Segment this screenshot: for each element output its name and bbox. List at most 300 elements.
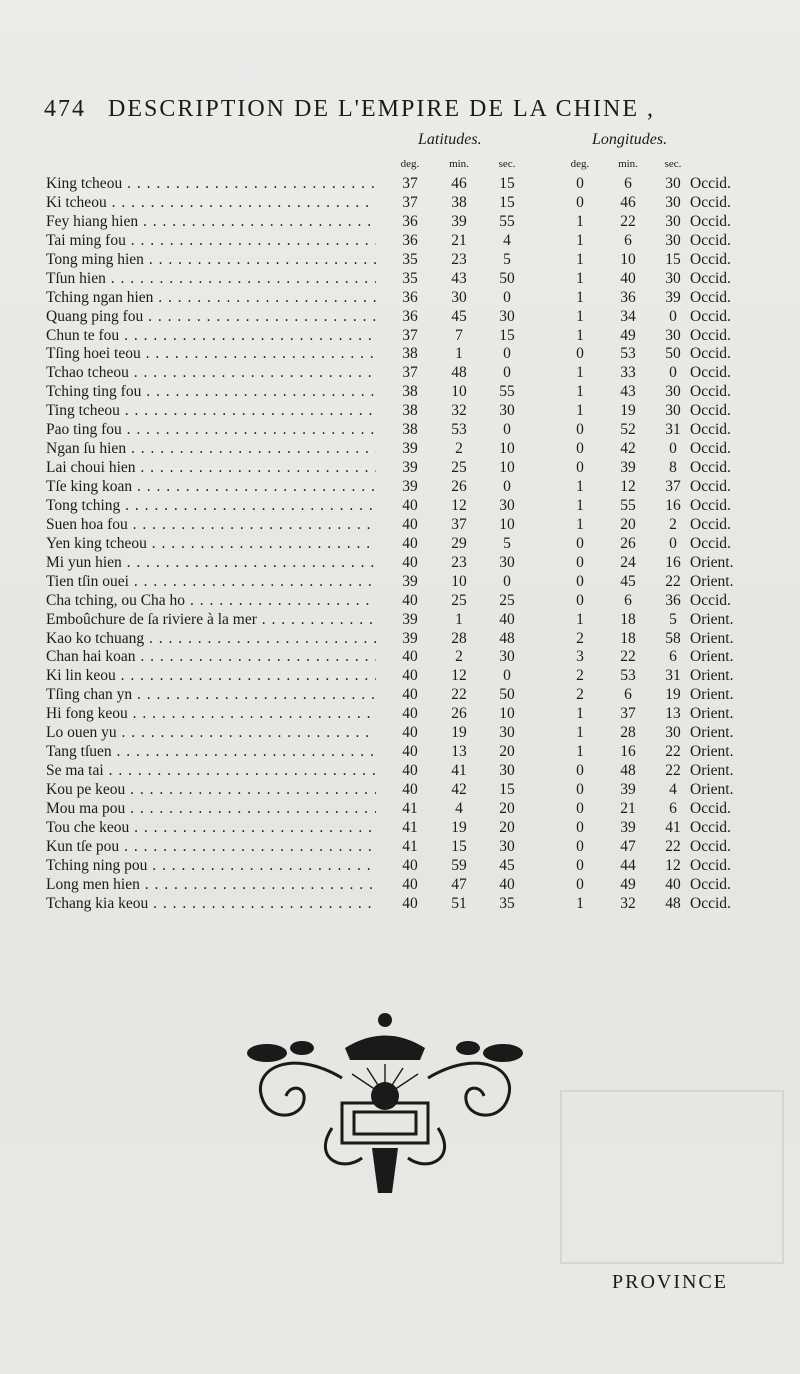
lat-sec: 15 bbox=[499, 193, 515, 211]
table-row bbox=[0, 364, 800, 383]
direction: Orient. bbox=[690, 629, 734, 647]
direction: Orient. bbox=[690, 686, 734, 704]
place-name: Tang tſuen . . . bbox=[46, 743, 376, 762]
lat-sec: 45 bbox=[499, 856, 515, 874]
table-row bbox=[0, 251, 800, 270]
lon-sec: 36 bbox=[665, 591, 681, 609]
lon-deg-header: deg. bbox=[570, 158, 590, 170]
lon-sec: 30 bbox=[665, 193, 681, 211]
lat-sec: 10 bbox=[499, 440, 515, 458]
lon-sec: 12 bbox=[665, 856, 681, 874]
table-row bbox=[0, 194, 800, 213]
table-row bbox=[0, 611, 800, 630]
lon-sec: 5 bbox=[669, 610, 677, 628]
lat-min: 41 bbox=[451, 762, 467, 780]
lon-min: 26 bbox=[620, 534, 636, 552]
direction: Orient. bbox=[690, 743, 734, 761]
table-row bbox=[0, 327, 800, 346]
table-row bbox=[0, 838, 800, 857]
direction: Occid. bbox=[690, 591, 731, 609]
lat-sec: 0 bbox=[503, 288, 511, 306]
place-name: Mou ma pou . . . bbox=[46, 800, 376, 819]
table-row bbox=[0, 308, 800, 327]
direction: Orient. bbox=[690, 705, 734, 723]
lat-sec: 15 bbox=[499, 175, 515, 192]
lon-deg: 1 bbox=[576, 724, 584, 742]
lat-sec: 10 bbox=[499, 515, 515, 533]
lat-min: 43 bbox=[451, 269, 467, 287]
lat-sec: 30 bbox=[499, 762, 515, 780]
place-name: Tien tſin ouei . . . bbox=[46, 573, 376, 592]
lon-min: 40 bbox=[620, 269, 636, 287]
lat-min: 23 bbox=[451, 553, 467, 571]
lon-deg: 0 bbox=[576, 837, 584, 855]
lat-sec: 50 bbox=[499, 269, 515, 287]
place-name: Emboûchure de ſa riviere à la mer . . . bbox=[46, 611, 376, 630]
table-row bbox=[0, 573, 800, 592]
lat-sec: 15 bbox=[499, 326, 515, 344]
lon-sec: 30 bbox=[665, 212, 681, 230]
lat-deg: 40 bbox=[402, 894, 418, 912]
lat-deg: 38 bbox=[402, 421, 418, 439]
lat-deg: 37 bbox=[402, 364, 418, 382]
lat-min: 22 bbox=[451, 686, 467, 704]
lon-sec: 0 bbox=[669, 534, 677, 552]
latitudes-heading: Latitudes. bbox=[418, 131, 482, 148]
table-row bbox=[0, 895, 800, 914]
lat-deg: 40 bbox=[402, 781, 418, 798]
direction: Occid. bbox=[690, 837, 731, 855]
direction: Occid. bbox=[690, 231, 731, 249]
lon-sec: 30 bbox=[665, 724, 681, 742]
place-name: Kou pe keou . . . bbox=[46, 781, 376, 800]
lat-deg: 39 bbox=[402, 629, 418, 647]
place-name: Cha tching, ou Cha ho . . . bbox=[46, 592, 376, 611]
table-row bbox=[0, 705, 800, 724]
lat-sec: 30 bbox=[499, 307, 515, 325]
table-row bbox=[0, 592, 800, 611]
lon-sec: 0 bbox=[669, 364, 677, 382]
table-row bbox=[0, 819, 800, 838]
lon-min: 22 bbox=[620, 212, 636, 230]
lat-sec: 40 bbox=[499, 875, 515, 893]
table-row bbox=[0, 289, 800, 308]
place-name: Fey hiang hien . . . bbox=[46, 213, 376, 232]
lon-min: 6 bbox=[624, 231, 632, 249]
table-row bbox=[0, 345, 800, 364]
lat-min: 25 bbox=[451, 459, 467, 477]
lon-sec: 19 bbox=[665, 686, 681, 704]
place-name: Tong tching . . . bbox=[46, 497, 376, 516]
lon-min: 18 bbox=[620, 610, 636, 628]
lon-deg: 0 bbox=[576, 534, 584, 552]
lon-min: 19 bbox=[620, 402, 636, 420]
place-name: Yen king tcheou . . . bbox=[46, 535, 376, 554]
lon-min: 6 bbox=[624, 591, 632, 609]
place-name: Tſun hien . . . bbox=[46, 270, 376, 289]
lon-deg: 2 bbox=[576, 629, 584, 647]
direction: Occid. bbox=[690, 421, 731, 439]
lat-sec: 30 bbox=[499, 648, 515, 666]
lon-min: 22 bbox=[620, 648, 636, 666]
place-name: Quang ping fou . . . bbox=[46, 308, 376, 327]
catchword: PROVINCE bbox=[612, 1271, 729, 1293]
lat-deg: 39 bbox=[402, 478, 418, 495]
lat-min: 25 bbox=[451, 591, 467, 609]
lat-deg: 40 bbox=[402, 648, 418, 666]
lat-deg: 38 bbox=[402, 402, 418, 420]
lon-deg: 1 bbox=[576, 326, 584, 344]
lat-min: 37 bbox=[451, 515, 467, 533]
lon-sec: 0 bbox=[669, 440, 677, 458]
place-name: Mi yun hien . . . bbox=[46, 554, 376, 573]
table-row bbox=[0, 876, 800, 895]
running-header bbox=[44, 96, 784, 123]
lat-deg: 40 bbox=[402, 667, 418, 685]
direction: Orient. bbox=[690, 724, 734, 742]
lat-min: 26 bbox=[451, 478, 467, 495]
lat-min: 12 bbox=[451, 496, 467, 514]
lat-deg: 39 bbox=[402, 459, 418, 477]
lat-sec: 55 bbox=[499, 383, 515, 401]
lon-deg: 1 bbox=[576, 402, 584, 420]
lon-deg: 1 bbox=[576, 515, 584, 533]
lat-sec: 0 bbox=[503, 667, 511, 685]
lat-min: 13 bbox=[451, 743, 467, 761]
lat-sec: 20 bbox=[499, 818, 515, 836]
lon-sec-header: sec. bbox=[664, 158, 682, 170]
table-row bbox=[0, 270, 800, 289]
lon-sec: 30 bbox=[665, 231, 681, 249]
place-name: Tching ngan hien . . . bbox=[46, 289, 376, 308]
table-row bbox=[0, 686, 800, 705]
lat-deg: 36 bbox=[402, 231, 418, 249]
lat-min: 15 bbox=[451, 837, 467, 855]
lon-min: 36 bbox=[620, 288, 636, 306]
lat-sec: 5 bbox=[503, 250, 511, 268]
lon-sec: 37 bbox=[665, 478, 681, 495]
lat-min: 7 bbox=[455, 326, 463, 344]
table-row bbox=[0, 762, 800, 781]
lat-deg: 40 bbox=[402, 553, 418, 571]
lon-min: 48 bbox=[620, 762, 636, 780]
table-row bbox=[0, 175, 800, 194]
place-name: Lo ouen yu . . . bbox=[46, 724, 376, 743]
lon-deg: 0 bbox=[576, 440, 584, 458]
place-name: Tſe king koan . . . bbox=[46, 478, 376, 497]
lon-deg: 0 bbox=[576, 175, 584, 192]
show-through-ghost bbox=[560, 1090, 784, 1264]
page-title: DESCRIPTION DE L'EMPIRE DE LA CHINE , bbox=[108, 96, 655, 122]
lon-sec: 0 bbox=[669, 307, 677, 325]
lat-sec: 0 bbox=[503, 345, 511, 363]
table-row bbox=[0, 232, 800, 251]
lat-sec: 20 bbox=[499, 799, 515, 817]
direction: Occid. bbox=[690, 288, 731, 306]
place-name: Tſing chan yn . . . bbox=[46, 686, 376, 705]
lon-min: 6 bbox=[624, 686, 632, 704]
lon-min: 16 bbox=[620, 743, 636, 761]
lat-min: 19 bbox=[451, 818, 467, 836]
table-row bbox=[0, 667, 800, 686]
lon-deg: 1 bbox=[576, 743, 584, 761]
lat-deg: 41 bbox=[402, 837, 418, 855]
lat-deg: 39 bbox=[402, 440, 418, 458]
lon-min: 39 bbox=[620, 818, 636, 836]
lat-deg: 40 bbox=[402, 705, 418, 723]
lat-deg: 40 bbox=[402, 515, 418, 533]
lon-sec: 6 bbox=[669, 648, 677, 666]
direction: Occid. bbox=[690, 440, 731, 458]
lon-sec: 6 bbox=[669, 799, 677, 817]
table-row bbox=[0, 648, 800, 667]
direction: Occid. bbox=[690, 496, 731, 514]
lon-min: 49 bbox=[620, 875, 636, 893]
direction: Occid. bbox=[690, 383, 731, 401]
lon-sec: 31 bbox=[665, 667, 681, 685]
lat-sec: 55 bbox=[499, 212, 515, 230]
lon-min: 21 bbox=[620, 799, 636, 817]
place-name: Tong ming hien . . . bbox=[46, 251, 376, 270]
table-row bbox=[0, 630, 800, 649]
direction: Occid. bbox=[690, 894, 731, 912]
lon-min: 44 bbox=[620, 856, 636, 874]
lon-sec: 16 bbox=[665, 496, 681, 514]
lon-min: 6 bbox=[624, 175, 632, 192]
lon-min: 12 bbox=[620, 478, 636, 495]
lat-min-header: min. bbox=[449, 158, 469, 170]
lon-sec: 30 bbox=[665, 175, 681, 192]
lon-min: 42 bbox=[620, 440, 636, 458]
lat-min: 38 bbox=[451, 193, 467, 211]
lat-deg: 40 bbox=[402, 591, 418, 609]
direction: Occid. bbox=[690, 269, 731, 287]
place-name: Tchang kia keou . . . bbox=[46, 895, 376, 914]
lon-sec: 2 bbox=[669, 515, 677, 533]
lon-min: 33 bbox=[620, 364, 636, 382]
lat-deg: 36 bbox=[402, 212, 418, 230]
lon-sec: 22 bbox=[665, 572, 681, 590]
direction: Occid. bbox=[690, 212, 731, 230]
direction: Occid. bbox=[690, 175, 731, 192]
lat-sec: 30 bbox=[499, 724, 515, 742]
lat-deg: 40 bbox=[402, 743, 418, 761]
lon-sec: 30 bbox=[665, 402, 681, 420]
lon-deg: 0 bbox=[576, 856, 584, 874]
place-name: King tcheou . . . bbox=[46, 175, 376, 194]
direction: Orient. bbox=[690, 781, 734, 798]
lon-sec: 41 bbox=[665, 818, 681, 836]
lon-min: 28 bbox=[620, 724, 636, 742]
lon-deg: 1 bbox=[576, 610, 584, 628]
lat-deg: 36 bbox=[402, 288, 418, 306]
lon-sec: 16 bbox=[665, 553, 681, 571]
lat-sec: 10 bbox=[499, 459, 515, 477]
direction: Occid. bbox=[690, 250, 731, 268]
lat-deg: 41 bbox=[402, 818, 418, 836]
lat-deg: 40 bbox=[402, 875, 418, 893]
place-name: Se ma tai . . . bbox=[46, 762, 376, 781]
direction: Occid. bbox=[690, 345, 731, 363]
direction: Occid. bbox=[690, 799, 731, 817]
lon-deg: 0 bbox=[576, 553, 584, 571]
lat-min: 42 bbox=[451, 781, 467, 798]
lat-sec: 0 bbox=[503, 364, 511, 382]
lat-min: 10 bbox=[451, 572, 467, 590]
place-name: Kun tſe pou . . . bbox=[46, 838, 376, 857]
lon-deg: 1 bbox=[576, 212, 584, 230]
lat-sec: 15 bbox=[499, 781, 515, 798]
lat-min: 47 bbox=[451, 875, 467, 893]
lon-min: 46 bbox=[620, 193, 636, 211]
lon-sec: 40 bbox=[665, 875, 681, 893]
lon-deg: 0 bbox=[576, 591, 584, 609]
direction: Occid. bbox=[690, 515, 731, 533]
place-name: Kao ko tchuang . . . bbox=[46, 630, 376, 649]
table-row bbox=[0, 554, 800, 573]
table-row bbox=[0, 440, 800, 459]
lon-deg: 1 bbox=[576, 231, 584, 249]
lon-sec: 4 bbox=[669, 781, 677, 798]
lon-deg: 1 bbox=[576, 705, 584, 723]
lat-min: 26 bbox=[451, 705, 467, 723]
direction: Occid. bbox=[690, 402, 731, 420]
lon-deg: 2 bbox=[576, 667, 584, 685]
lon-sec: 30 bbox=[665, 383, 681, 401]
place-name: Tai ming fou . . . bbox=[46, 232, 376, 251]
lon-deg: 0 bbox=[576, 572, 584, 590]
lat-min: 2 bbox=[455, 648, 463, 666]
place-name: Tchao tcheou . . . bbox=[46, 364, 376, 383]
lat-deg: 35 bbox=[402, 250, 418, 268]
table-row bbox=[0, 800, 800, 819]
table-row bbox=[0, 781, 800, 800]
lon-min: 18 bbox=[620, 629, 636, 647]
table-row bbox=[0, 459, 800, 478]
lat-deg: 40 bbox=[402, 856, 418, 874]
place-name: Chan hai koan . . . bbox=[46, 648, 376, 667]
lon-deg: 1 bbox=[576, 364, 584, 382]
lat-min: 1 bbox=[455, 345, 463, 363]
lat-min: 28 bbox=[451, 629, 467, 647]
lon-min: 43 bbox=[620, 383, 636, 401]
lat-sec: 30 bbox=[499, 402, 515, 420]
direction: Orient. bbox=[690, 667, 734, 685]
lon-deg: 1 bbox=[576, 383, 584, 401]
direction: Orient. bbox=[690, 648, 734, 666]
lat-min: 51 bbox=[451, 894, 467, 912]
place-name: Ki lin keou . . . bbox=[46, 667, 376, 686]
lat-deg: 37 bbox=[402, 193, 418, 211]
lat-min: 1 bbox=[455, 610, 463, 628]
lat-min: 2 bbox=[455, 440, 463, 458]
place-name: Ting tcheou . . . bbox=[46, 402, 376, 421]
lat-min: 45 bbox=[451, 307, 467, 325]
lon-deg: 0 bbox=[576, 875, 584, 893]
lon-sec: 22 bbox=[665, 743, 681, 761]
table-row bbox=[0, 421, 800, 440]
table-row bbox=[0, 516, 800, 535]
lon-sec: 39 bbox=[665, 288, 681, 306]
lon-min: 24 bbox=[620, 553, 636, 571]
lat-deg: 40 bbox=[402, 686, 418, 704]
direction: Occid. bbox=[690, 326, 731, 344]
coordinates-table bbox=[0, 175, 800, 914]
lon-sec: 48 bbox=[665, 894, 681, 912]
lon-deg: 0 bbox=[576, 799, 584, 817]
direction: Occid. bbox=[690, 534, 731, 552]
lat-sec: 30 bbox=[499, 837, 515, 855]
lon-sec: 15 bbox=[665, 250, 681, 268]
lon-sec: 50 bbox=[665, 345, 681, 363]
lon-deg: 1 bbox=[576, 478, 584, 495]
lat-sec: 35 bbox=[499, 894, 515, 912]
lat-sec: 0 bbox=[503, 421, 511, 439]
lat-sec: 5 bbox=[503, 534, 511, 552]
lat-sec: 0 bbox=[503, 572, 511, 590]
lat-min: 4 bbox=[455, 799, 463, 817]
lon-deg: 1 bbox=[576, 250, 584, 268]
lat-sec: 10 bbox=[499, 705, 515, 723]
lon-min: 39 bbox=[620, 781, 636, 798]
lon-deg: 0 bbox=[576, 781, 584, 798]
lat-deg: 37 bbox=[402, 175, 418, 192]
lon-deg: 0 bbox=[576, 818, 584, 836]
lat-deg: 38 bbox=[402, 383, 418, 401]
lon-deg: 0 bbox=[576, 459, 584, 477]
table-row bbox=[0, 724, 800, 743]
lat-min: 30 bbox=[451, 288, 467, 306]
lat-deg: 39 bbox=[402, 610, 418, 628]
lat-deg: 41 bbox=[402, 799, 418, 817]
lat-sec: 48 bbox=[499, 629, 515, 647]
lat-deg: 35 bbox=[402, 269, 418, 287]
lon-sec: 31 bbox=[665, 421, 681, 439]
table-row bbox=[0, 497, 800, 516]
lat-deg-header: deg. bbox=[400, 158, 420, 170]
lon-sec: 30 bbox=[665, 326, 681, 344]
lon-min: 32 bbox=[620, 894, 636, 912]
lon-min: 52 bbox=[620, 421, 636, 439]
lon-min: 47 bbox=[620, 837, 636, 855]
direction: Occid. bbox=[690, 478, 731, 495]
lon-sec: 13 bbox=[665, 705, 681, 723]
lat-sec-header: sec. bbox=[498, 158, 516, 170]
place-name: Tou che keou . . . bbox=[46, 819, 376, 838]
table-row bbox=[0, 478, 800, 497]
lat-deg: 40 bbox=[402, 496, 418, 514]
lon-min: 55 bbox=[620, 496, 636, 514]
lat-sec: 40 bbox=[499, 610, 515, 628]
lon-sec: 30 bbox=[665, 269, 681, 287]
longitudes-heading: Longitudes. bbox=[592, 131, 668, 148]
table-row bbox=[0, 857, 800, 876]
direction: Occid. bbox=[690, 875, 731, 893]
place-name: Tching ting fou . . . bbox=[46, 383, 376, 402]
lat-deg: 40 bbox=[402, 534, 418, 552]
direction: Orient. bbox=[690, 553, 734, 571]
lon-deg: 1 bbox=[576, 496, 584, 514]
place-name: Chun te fou . . . bbox=[46, 327, 376, 346]
lon-deg: 0 bbox=[576, 345, 584, 363]
lon-min: 53 bbox=[620, 667, 636, 685]
table-row bbox=[0, 402, 800, 421]
lat-min: 59 bbox=[451, 856, 467, 874]
lon-min: 10 bbox=[620, 250, 636, 268]
lat-sec: 0 bbox=[503, 478, 511, 495]
lon-min: 45 bbox=[620, 572, 636, 590]
lon-min: 53 bbox=[620, 345, 636, 363]
